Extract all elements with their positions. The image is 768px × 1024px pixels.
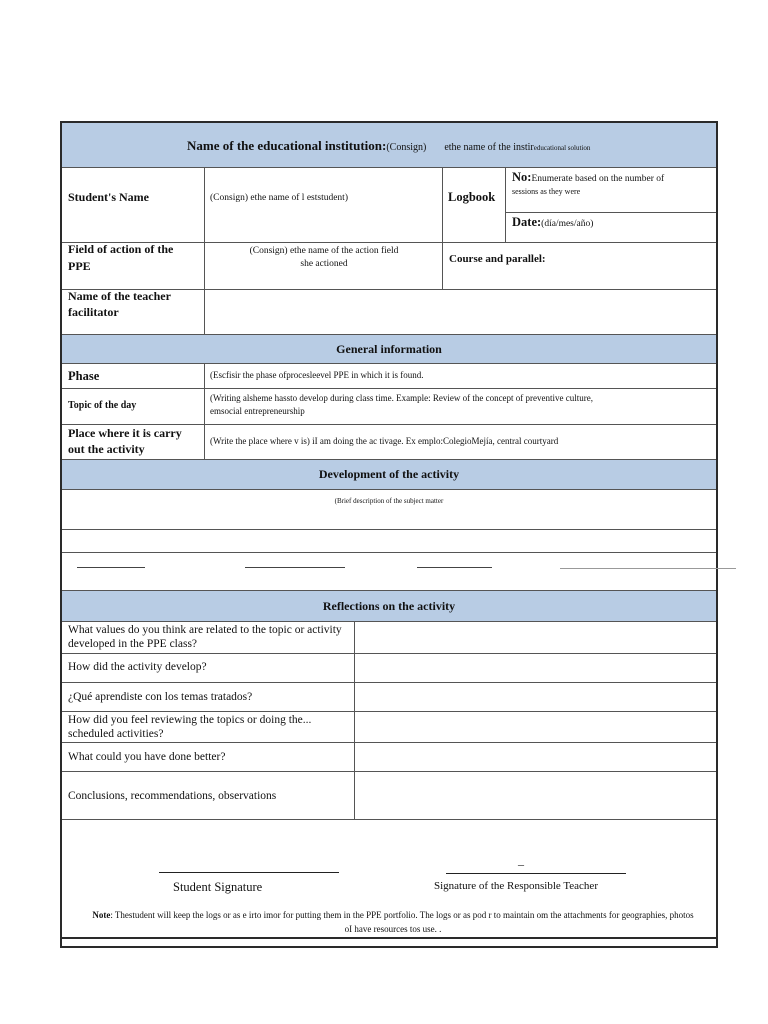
note-text <box>78 908 708 936</box>
note-line-1: : Thestudent will keep the logs or as e irto imor for putting them in the PPE portfolio. The logs or as pod r to maintain om the attachments for geographies, photos <box>110 910 694 920</box>
stray-rule-3 <box>417 567 492 568</box>
institution-title: Name of the educational institution: <box>187 138 387 153</box>
no-hint-2: sessions as they were <box>512 187 581 196</box>
general-info-band <box>62 334 716 364</box>
topic-hint-1: (Writing alsheme hassto develop during class time. Example: Review of the concept of preventive culture, <box>210 393 594 403</box>
header-band <box>62 123 716 168</box>
logbook-form <box>60 121 718 948</box>
place-field[interactable]: (Write the place where v is) iI am doing the ac tivage. Ex emplo:ColegioMejía, central courtyard <box>210 436 559 446</box>
reflection-answer-develop[interactable] <box>355 654 716 682</box>
topic-hint-2: emsocial entrepreneurship <box>210 406 305 416</box>
stray-rule-1 <box>77 567 145 568</box>
field-of-action-field[interactable] <box>210 245 438 271</box>
no-label: No: <box>512 170 532 184</box>
field-of-action-hint-2: she actioned <box>300 259 348 269</box>
student-signature-line[interactable] <box>159 872 339 873</box>
student-name-field[interactable]: (Consign) ethe name of l eststudent) <box>210 193 348 203</box>
development-title: Development of the activity <box>318 467 460 481</box>
reflections-title: Reflections on the activity <box>322 599 456 613</box>
date-label: Date: <box>512 215 542 229</box>
development-hint: (Brief description of the subject matter <box>334 497 444 505</box>
institution-hint: ethe name of the instir <box>444 142 534 153</box>
reflection-question-conclusions: Conclusions, recommendations, observations <box>68 790 277 802</box>
student-name-label: Student's Name <box>68 190 150 204</box>
student-signature-label: Student Signature <box>173 880 263 894</box>
institution-hint-small: educational solution <box>533 144 591 152</box>
teacher-facilitator-field[interactable] <box>205 290 716 334</box>
reflection-answer-feel[interactable] <box>355 712 716 742</box>
phase-label: Phase <box>68 369 100 383</box>
reflection-question-better: What could you have done better? <box>68 751 226 763</box>
phase-field[interactable]: (Escfisir the phase ofprocesleevel PPE in which it is found. <box>210 370 424 380</box>
reflection-question-develop: How did the activity develop? <box>68 661 207 673</box>
field-of-action-label: Field of action of the PPE <box>68 242 174 273</box>
topic-label: Topic of the day <box>68 400 137 411</box>
development-band <box>62 459 716 490</box>
institution-row <box>187 137 590 155</box>
reflection-answer-learned[interactable] <box>355 683 716 711</box>
signature-dash: _ <box>518 853 524 867</box>
reflections-band <box>62 590 716 622</box>
teacher-signature-line[interactable] <box>446 873 626 874</box>
teacher-signature-label: Signature of the Responsible Teacher <box>434 880 598 892</box>
stray-rule-4 <box>560 568 736 569</box>
reflection-question-learned: ¿Qué aprendiste con los temas tratados? <box>68 691 253 703</box>
logbook-label: Logbook <box>448 190 496 204</box>
field-of-action-hint-1: (Consign) ethe name of the action field <box>249 246 399 256</box>
note-label: Note <box>92 910 111 920</box>
date-field[interactable] <box>512 213 712 231</box>
logbook-number-field[interactable] <box>512 170 712 198</box>
general-info-title: General information <box>336 342 442 356</box>
stray-rule-2 <box>245 567 345 568</box>
reflection-answer-better[interactable] <box>355 743 716 771</box>
reflection-answer-values[interactable] <box>355 623 716 653</box>
place-label: Place where it is carry out the activity <box>68 426 182 456</box>
topic-field[interactable] <box>210 392 710 418</box>
institution-consign: (Consign) <box>386 142 427 153</box>
note-line-2: oI have resources tos use. . <box>344 924 442 934</box>
course-parallel-label[interactable]: Course and parallel: <box>449 253 546 265</box>
reflection-question-feel: How did you feel reviewing the topics or doing the... scheduled activities? <box>68 714 312 740</box>
date-hint: (día/mes/año) <box>541 219 594 229</box>
no-hint-1: Enumerate based on the number of <box>531 174 665 184</box>
development-area[interactable] <box>62 490 716 590</box>
reflection-answer-conclusions[interactable] <box>355 772 716 819</box>
teacher-facilitator-label: Name of the teacher facilitator <box>68 289 171 319</box>
reflection-question-values: What values do you think are related to the topic or activity developed in the PPE class? <box>68 624 342 650</box>
